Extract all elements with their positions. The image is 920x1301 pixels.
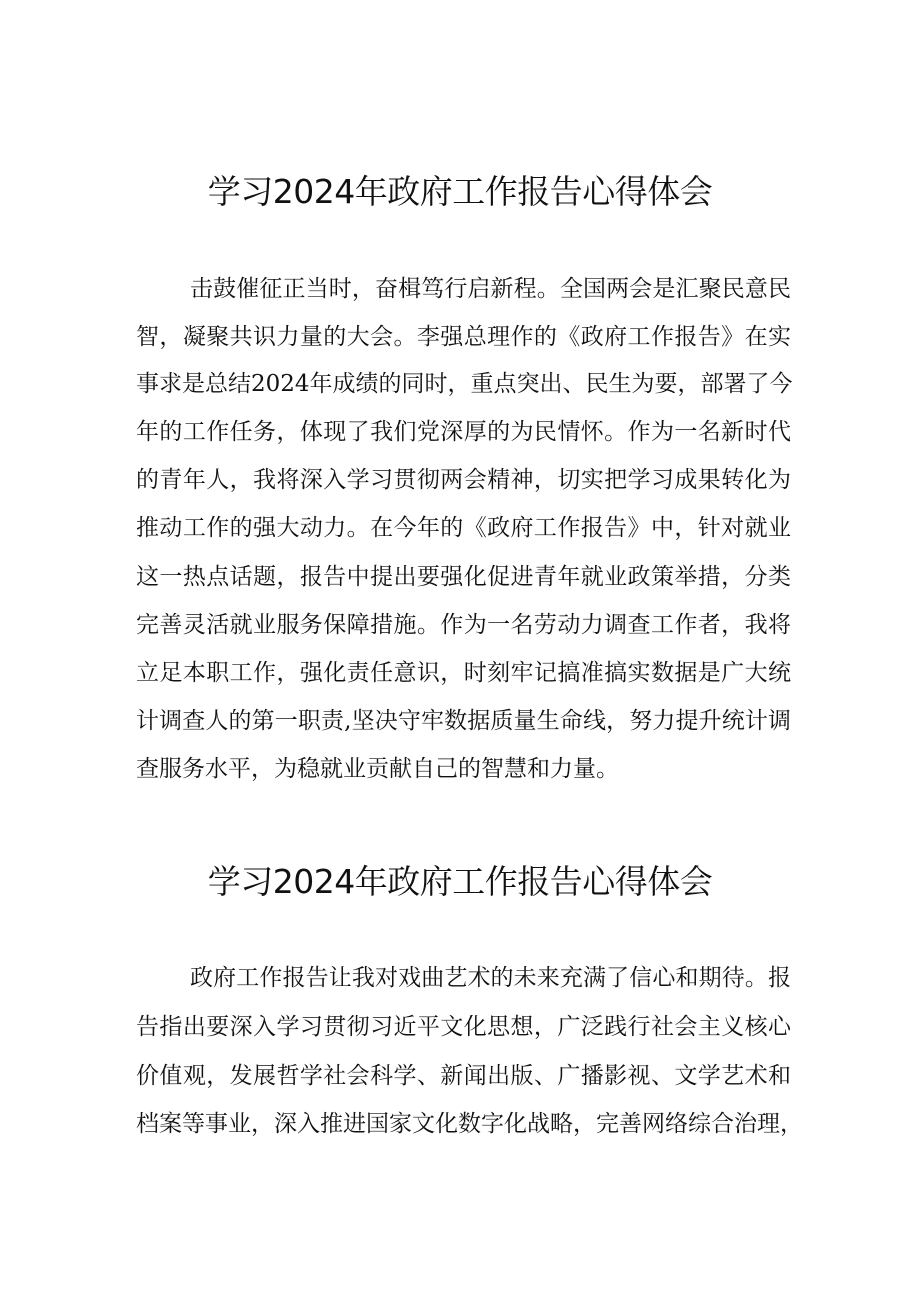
- paragraph-line: 事求是总结2024年成绩的同时，重点突出、民生为要，部署了今: [136, 371, 793, 397]
- paragraph-line: 推动工作的强大动力。在今年的《政府工作报告》中，针对就业: [136, 515, 791, 541]
- paragraph-line: 告指出要深入学习贯彻习近平文化思想，广泛践行社会主义核心: [136, 1014, 791, 1040]
- paragraph-line: 立足本职工作，强化责任意识，时刻牢记搞准搞实数据是广大统: [136, 660, 791, 686]
- section-2-title: 学习2024年政府工作报告心得体会: [207, 862, 713, 901]
- paragraph-line: 档案等事业，深入推进国家文化数字化战略，完善网络综合治理，: [136, 1111, 803, 1137]
- paragraph-line: 计调查人的第一职责,坚决守牢数据质量生命线，努力提升统计调: [136, 708, 791, 734]
- section-1-title: 学习2024年政府工作报告心得体会: [207, 172, 713, 211]
- paragraph-line: 击鼓催征正当时，奋楫笃行启新程。全国两会是汇聚民意民: [190, 276, 791, 302]
- paragraph-line: 查服务水平，为稳就业贡献自己的智慧和力量。: [136, 756, 619, 782]
- paragraph-line: 这一热点话题，报告中提出要强化促进青年就业政策举措，分类: [136, 564, 791, 590]
- paragraph-line: 政府工作报告让我对戏曲艺术的未来充满了信心和期待。报: [190, 965, 791, 991]
- paragraph-line: 价值观，发展哲学社会科学、新闻出版、广播影视、文学艺术和: [136, 1063, 791, 1089]
- paragraph-line: 的青年人，我将深入学习贯彻两会精神，切实把学习成果转化为: [136, 467, 791, 493]
- paragraph-line: 年的工作任务，体现了我们党深厚的为民情怀。作为一名新时代: [136, 419, 791, 445]
- paragraph-line: 完善灵活就业服务保障措施。作为一名劳动力调查工作者，我将: [136, 612, 791, 638]
- paragraph-line: 智，凝聚共识力量的大会。李强总理作的《政府工作报告》在实: [136, 324, 791, 350]
